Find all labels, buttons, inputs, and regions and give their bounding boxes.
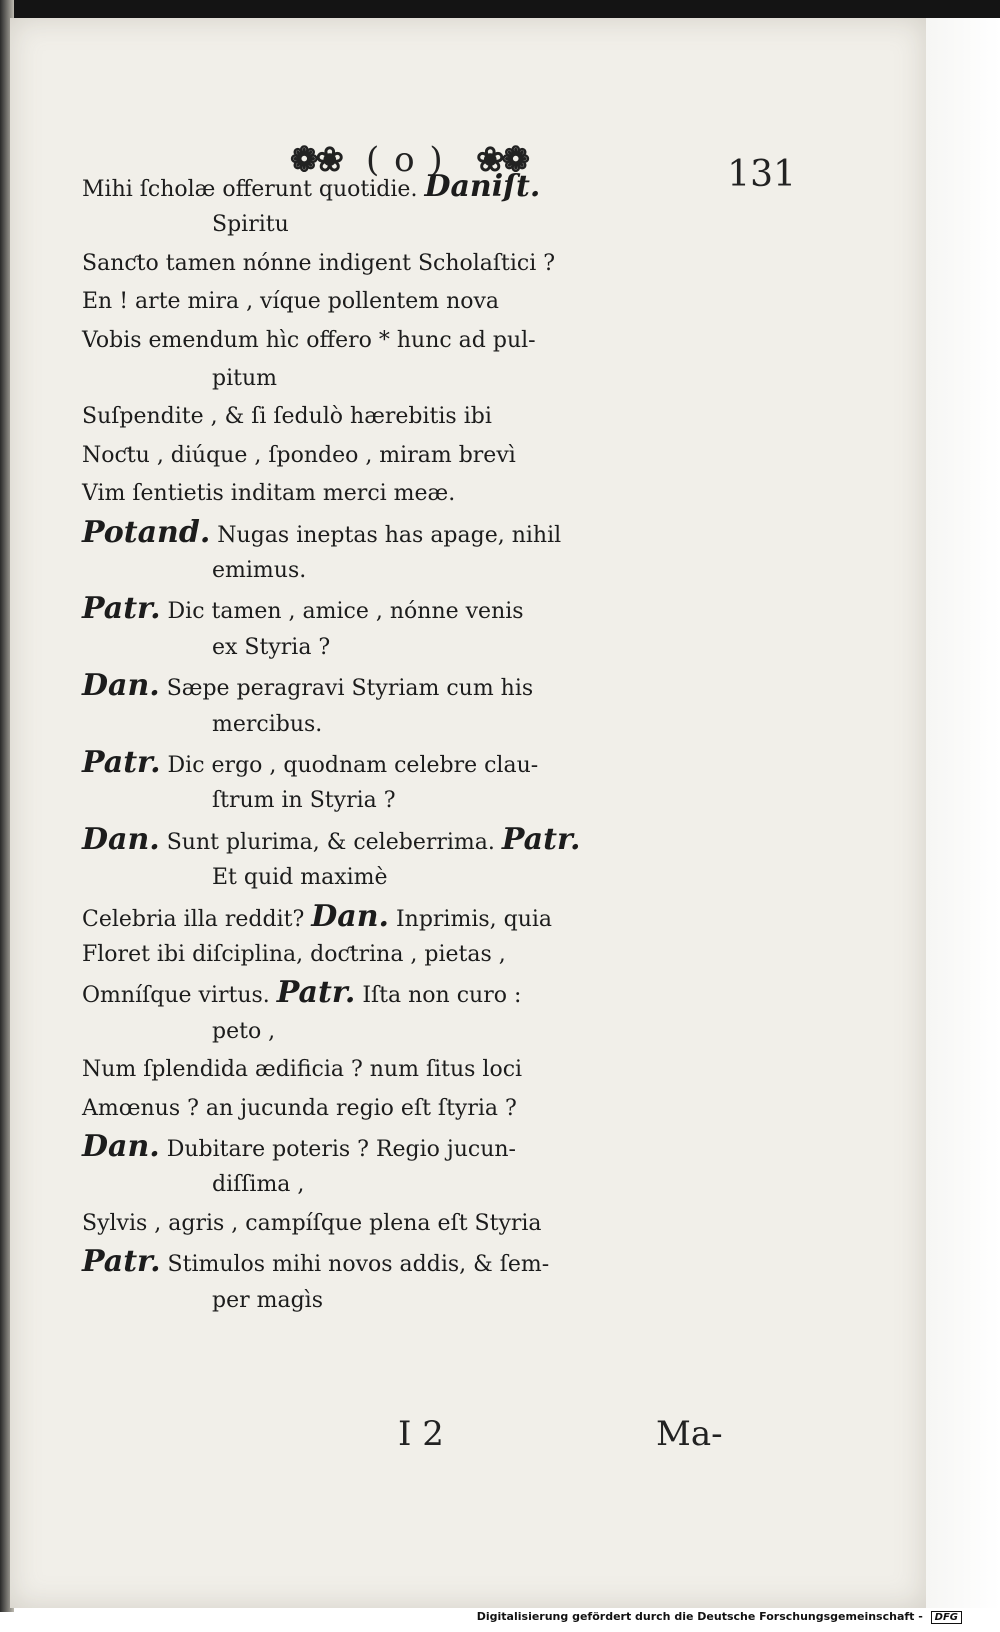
dfg-logo-icon: DFG [931, 1611, 962, 1624]
line-text: Dubitare poteris ? Regio jucun- [166, 1137, 516, 1162]
line-text: Nugas ineptas has apage, nihil [217, 522, 562, 548]
speaker-label: Patr. [82, 1244, 161, 1280]
line-text: Sæpe peragravi Styriam cum his [166, 676, 534, 702]
text-line [82, 398, 926, 436]
text-line [82, 168, 926, 209]
line-text: emimus. [212, 558, 307, 583]
scan-top-border [0, 0, 1000, 20]
line-text-tail: Inprimis, quia [395, 906, 553, 932]
speaker-label: Dan. [311, 898, 389, 934]
signature-mark: I 2 [398, 1414, 444, 1454]
text-line [212, 782, 926, 820]
text-line [212, 629, 926, 667]
text-line [82, 1243, 926, 1284]
text-line [212, 859, 926, 897]
scan-right-margin [926, 18, 1000, 1608]
line-text: Dic ergo , quodnam celebre clau- [167, 753, 539, 778]
line-text: peto , [212, 1018, 276, 1044]
line-text-tail: Iſta non curo : [362, 983, 522, 1009]
text-line [82, 590, 926, 631]
line-text: ex Styria ? [212, 634, 331, 660]
text-line [82, 1205, 926, 1243]
line-text: ſtrum in Styria ? [212, 788, 396, 814]
digitization-credit [477, 1610, 962, 1624]
text-line [82, 936, 926, 974]
line-text: Spiritu [212, 212, 289, 238]
speaker-label: Patr. [82, 591, 161, 627]
line-text: En ! arte mira , víque pollentem nova [82, 289, 500, 315]
text-line [82, 821, 926, 862]
book-page [10, 18, 926, 1608]
line-text: Et quid maximè [212, 865, 388, 891]
line-text: Stimulos mihi novos addis, & ſem- [167, 1252, 550, 1278]
text-line [82, 475, 926, 513]
speaker-label: Potand. [82, 514, 211, 550]
text-line [82, 322, 926, 360]
line-text: per magìs [212, 1287, 323, 1313]
line-text: pitum [212, 366, 277, 391]
text-line [82, 1090, 926, 1128]
speaker-label: Patr. [276, 975, 356, 1011]
speaker-label: Daniſt. [424, 169, 541, 204]
line-text: mercibus. [212, 711, 323, 737]
text-line [82, 437, 926, 475]
text-line [212, 360, 926, 398]
line-text: Floret ibi diſciplina, doƈtrina , pietas , [82, 942, 506, 967]
line-text: Dic tamen , amice , nónne venis [167, 599, 524, 625]
speaker-label: Patr. [501, 821, 581, 857]
text-line [82, 974, 926, 1015]
line-text: Sanƈto tamen nónne indigent Scholaſtici ? [82, 250, 556, 276]
text-line [82, 898, 926, 939]
catchword: Ma- [656, 1414, 723, 1454]
line-text: Sunt plurima, & celeberrima. [166, 829, 495, 855]
text-line [212, 1013, 926, 1051]
text-line [82, 667, 926, 708]
line-text: Noƈtu , diúque , ſpondeo , miram brevì [82, 442, 516, 468]
page-number: 131 [727, 154, 796, 195]
speaker-label: Dan. [82, 1129, 160, 1164]
ornament-right-icon: ❀❁ [476, 140, 527, 180]
text-line [212, 206, 926, 244]
line-text: Amœnus ? an jucunda regio eſt ſtyria ? [82, 1095, 517, 1121]
text-line [82, 744, 926, 785]
line-text: Mihi ſcholæ offerunt quotidie. [82, 177, 418, 202]
text-line [82, 1051, 926, 1089]
line-text: Sylvis , agris , campíſque plena eſt Styria [82, 1210, 542, 1236]
text-line [212, 552, 926, 590]
text-line [212, 706, 926, 744]
speaker-label: Dan. [82, 668, 160, 704]
line-text: Suſpendite , & ſi ſedulò hærebitis ibi [82, 404, 492, 430]
ornament-left-icon: ❁❀ [290, 140, 341, 180]
line-text: Vim ſentietis inditam merci meæ. [82, 481, 456, 507]
credit-text: Digitalisierung gefördert durch die Deutsche Forschungsgemeinschaft - [476, 1610, 923, 1623]
text-line [82, 514, 926, 555]
page-marker: ( o ) [366, 140, 445, 180]
line-text: Num ſplendida ædificia ? num ſitus loci [82, 1057, 523, 1083]
text-line [212, 1282, 926, 1320]
line-text: diſſima , [212, 1172, 305, 1198]
line-text: Omníſque virtus. [82, 983, 270, 1009]
text-line [82, 245, 926, 283]
line-text: Celebria illa reddit? [82, 906, 305, 932]
line-text: Vobis emendum hìc offero * hunc ad pul- [82, 327, 536, 353]
speaker-label: Dan. [82, 821, 160, 857]
text-line [212, 1166, 926, 1204]
text-line [82, 1128, 926, 1169]
text-line [82, 283, 926, 321]
speaker-label: Patr. [82, 745, 161, 780]
